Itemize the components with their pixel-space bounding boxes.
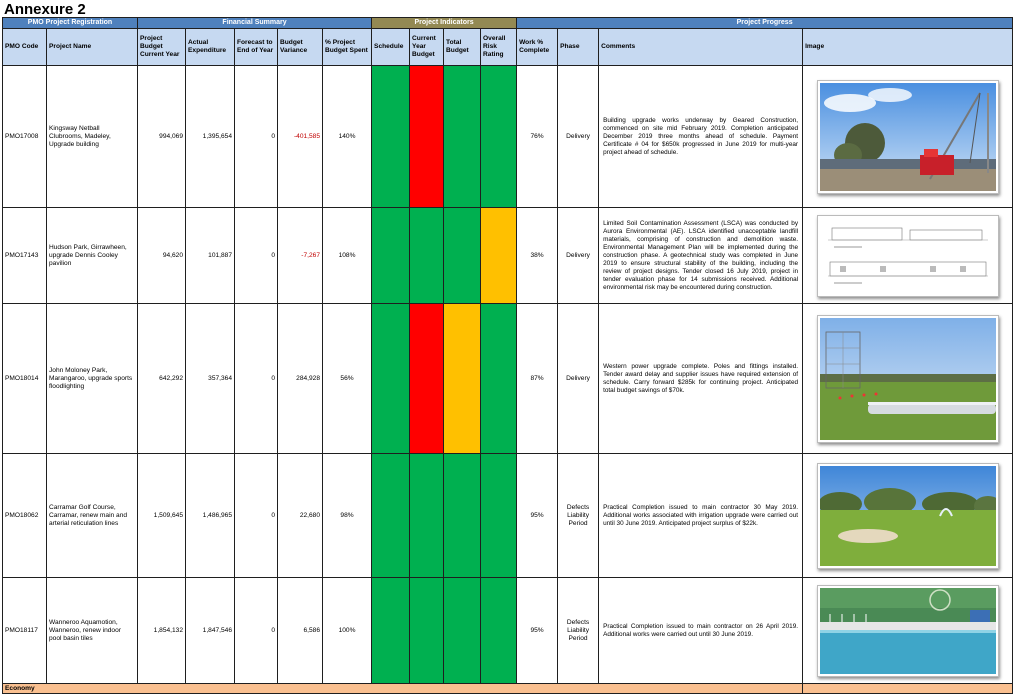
cell-phase: Delivery: [558, 304, 599, 454]
indicator-current-year-budget: [410, 454, 444, 578]
cell-budget: 994,069: [138, 66, 186, 208]
golf-course-photo: [817, 463, 999, 569]
cell-actual: 101,887: [186, 208, 235, 304]
cell-code: PMO18117: [3, 578, 47, 684]
indicator-risk: [481, 304, 517, 454]
cell-forecast: 0: [235, 454, 278, 578]
header-risk: Overall Risk Rating: [481, 29, 517, 66]
pavilion-elevation-drawing: [817, 215, 999, 297]
group-financial: Financial Summary: [138, 18, 372, 29]
cell-spent: 98%: [323, 454, 372, 578]
cell-budget: 1,854,132: [138, 578, 186, 684]
indicator-total-budget: [444, 208, 481, 304]
cell-work: 38%: [517, 208, 558, 304]
cell-variance: -401,585: [278, 66, 323, 208]
indicator-risk: [481, 454, 517, 578]
cell-code: PMO18062: [3, 454, 47, 578]
indicator-total-budget: [444, 454, 481, 578]
cell-actual: 357,364: [186, 304, 235, 454]
cell-name: Carramar Golf Course, Carramar, renew main and arterial reticulation lines: [47, 454, 138, 578]
cell-forecast: 0: [235, 304, 278, 454]
cell-budget: 1,509,645: [138, 454, 186, 578]
page-title: Annexure 2: [4, 1, 86, 18]
table-row: [3, 578, 1013, 684]
cell-comment: Western power upgrade complete. Poles and fittings installed. Tender award delay and supplier issues have required extension of schedule. Carry forward $285k for continuing project. Anticipated total budget savings of $70k.: [599, 304, 803, 454]
cell-phase: Delivery: [558, 208, 599, 304]
indicator-schedule: [372, 454, 410, 578]
cell-comment: Practical Completion issued to main contractor 30 May 2019. Additional works associated with irrigation upgrade were carried out until 30 June 2019. Anticipated project surplus of $22k.: [599, 454, 803, 578]
construction-crane-photo: [817, 80, 999, 194]
indicator-total-budget: [444, 578, 481, 684]
indicator-schedule: [372, 578, 410, 684]
header-name: Project Name: [47, 29, 138, 66]
header-forecast: Forecast to End of Year: [235, 29, 278, 66]
cell-actual: 1,847,546: [186, 578, 235, 684]
cell-phase: Defects Liability Period: [558, 454, 599, 578]
cell-name: Kingsway Netball Clubrooms, Madeley, Upgrade building: [47, 66, 138, 208]
cell-forecast: 0: [235, 66, 278, 208]
cell-work: 95%: [517, 578, 558, 684]
cell-forecast: 0: [235, 578, 278, 684]
cell-variance: 284,928: [278, 304, 323, 454]
indicator-risk: [481, 578, 517, 684]
header-tb: Total Budget: [444, 29, 481, 66]
cell-spent: 56%: [323, 304, 372, 454]
cell-code: PMO18014: [3, 304, 47, 454]
header-work: Work % Complete: [517, 29, 558, 66]
cell-variance: 22,680: [278, 454, 323, 578]
cell-spent: 100%: [323, 578, 372, 684]
header-variance: Budget Variance: [278, 29, 323, 66]
cell-work: 95%: [517, 454, 558, 578]
table-row: [3, 454, 1013, 578]
indicator-total-budget: [444, 304, 481, 454]
header-actual: Actual Expenditure: [186, 29, 235, 66]
section-image-cell: [803, 684, 1013, 694]
header-budget: Project Budget Current Year: [138, 29, 186, 66]
cell-phase: Defects Liability Period: [558, 578, 599, 684]
cell-name: John Moloney Park, Marangaroo, upgrade sports floodlighting: [47, 304, 138, 454]
cell-code: PMO17143: [3, 208, 47, 304]
cell-image: [803, 578, 1013, 684]
cell-image: [803, 66, 1013, 208]
section-label: Economy: [3, 684, 803, 694]
header-image: Image: [803, 29, 1013, 66]
indoor-pool-photo: [817, 585, 999, 677]
cell-budget: 642,292: [138, 304, 186, 454]
cell-variance: 6,586: [278, 578, 323, 684]
cell-image: [803, 208, 1013, 304]
indicator-schedule: [372, 304, 410, 454]
header-comments: Comments: [599, 29, 803, 66]
cell-work: 87%: [517, 304, 558, 454]
header-cyb: Current Year Budget: [410, 29, 444, 66]
indicator-current-year-budget: [410, 304, 444, 454]
project-table: [2, 17, 1013, 694]
cell-comment: Building upgrade works underway by Geared Construction, commenced on site mid February 2019. Completion anticipated December 2019 three months ahead of schedule. Payment Certificate # 04 for $650k progressed in June 2019 for multi-year project ahead of schedule.: [599, 66, 803, 208]
cell-phase: Delivery: [558, 66, 599, 208]
table-row: [3, 304, 1013, 454]
cell-code: PMO17008: [3, 66, 47, 208]
cell-comment: Limited Soil Contamination Assessment (LSCA) was conducted by Aurora Environmental (AE). LSCA identified unacceptable landfill materials, comprising of construction and demolition waste. Environmental Management Plan will be implemented during the construction phase. A geotechnical study was completed in June 2019 to ensure structural stability of the building, including the review of project designs. Tender closed 16 July 2019, project in tender evaluation phase for 14 submissions received. Additional environmental risk may be encountered during construction.: [599, 208, 803, 304]
cell-spent: 140%: [323, 66, 372, 208]
table-row: [3, 66, 1013, 208]
cell-image: [803, 304, 1013, 454]
floodlight-park-photo: [817, 315, 999, 443]
indicator-current-year-budget: [410, 66, 444, 208]
indicator-schedule: [372, 66, 410, 208]
header-phase: Phase: [558, 29, 599, 66]
cell-forecast: 0: [235, 208, 278, 304]
indicator-risk: [481, 208, 517, 304]
table-row: [3, 208, 1013, 304]
cell-comment: Practical Completion issued to main contractor on 26 April 2019. Additional works were carried out until 30 June 2019.: [599, 578, 803, 684]
cell-actual: 1,395,654: [186, 66, 235, 208]
group-indicators: Project Indicators: [372, 18, 517, 29]
indicator-schedule: [372, 208, 410, 304]
header-code: PMO Code: [3, 29, 47, 66]
indicator-total-budget: [444, 66, 481, 208]
group-progress: Project Progress: [517, 18, 1013, 29]
header-schedule: Schedule: [372, 29, 410, 66]
indicator-current-year-budget: [410, 578, 444, 684]
cell-name: Hudson Park, Girrawheen, upgrade Dennis Cooley pavilion: [47, 208, 138, 304]
cell-spent: 108%: [323, 208, 372, 304]
group-registration: PMO Project Registration: [3, 18, 138, 29]
cell-variance: -7,267: [278, 208, 323, 304]
cell-actual: 1,486,965: [186, 454, 235, 578]
cell-image: [803, 454, 1013, 578]
cell-budget: 94,620: [138, 208, 186, 304]
cell-name: Wanneroo Aquamotion, Wanneroo, renew indoor pool basin tiles: [47, 578, 138, 684]
section-row: [3, 684, 1013, 694]
indicator-current-year-budget: [410, 208, 444, 304]
indicator-risk: [481, 66, 517, 208]
cell-work: 76%: [517, 66, 558, 208]
header-spent: % Project Budget Spent: [323, 29, 372, 66]
